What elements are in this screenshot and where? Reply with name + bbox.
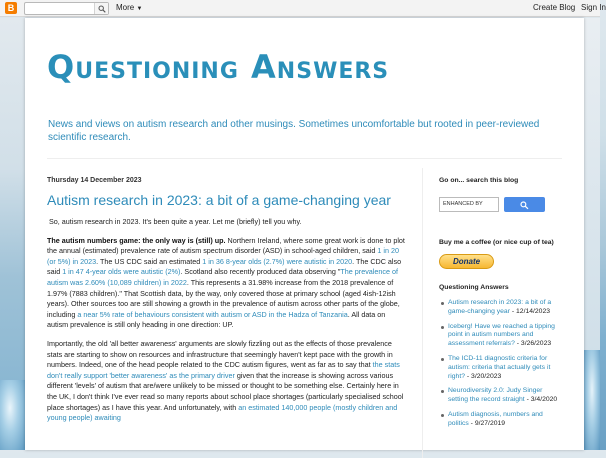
- blog-title[interactable]: Questioning Answers: [47, 48, 390, 86]
- text: Importantly, the old 'all better awareness' arguments are slowly fizzling out as the effects of those prevalence stats are starting to show on resources and infrastructure that seemingly haven't kept pace with the growth in numbers. Indeed, one of the head people related to the CDC autism figures, went as far as to say that: [47, 338, 393, 370]
- recent-posts-list: [439, 299, 559, 429]
- blog-page: [25, 18, 584, 450]
- sign-in-link[interactable]: Sign In: [581, 3, 606, 12]
- blogger-navbar: [0, 0, 606, 17]
- link-hadza[interactable]: a near 5% rate of behaviours consistent with autism or ASD in the Hadza of Tanzania: [77, 309, 348, 319]
- text: . This represents a 31.98% increase from the 2018 prevalence of 1.97% (7883 children)." That Scottish data, by the way, only covered those at primary school (aged 4ish-12ish years). Other sources too are still showing a growth in the prevalence of autism across other parts of the globe, including: [47, 277, 400, 319]
- link-northern-ireland[interactable]: 1 in 20 (or 5%) in 2023: [47, 246, 399, 266]
- text: . Scotland also recently produced data observing ": [180, 267, 341, 277]
- link-cdc-4yo[interactable]: 1 in 47 4-year olds were autistic (2%): [62, 267, 181, 277]
- list-item: [439, 411, 559, 429]
- recent-post-link[interactable]: Autism research in 2023: a bit of a game-changing year: [448, 299, 552, 315]
- post-intro: So, autism research in 2023. It's been quite a year. Let me (briefly) tell you why.: [49, 217, 302, 226]
- recent-post-date: - 9/27/2019: [468, 419, 506, 427]
- blogger-logo-icon[interactable]: B: [5, 2, 17, 14]
- column-divider: [422, 168, 423, 458]
- list-item: [439, 299, 559, 317]
- list-item: [439, 387, 559, 405]
- water-splash-decoration: [0, 380, 25, 450]
- recent-post-date: - 3/20/2023: [465, 372, 502, 380]
- blog-search-button[interactable]: [504, 197, 545, 212]
- recent-post-date: - 3/4/2020: [524, 396, 558, 404]
- more-label: More: [116, 3, 135, 12]
- post-body: [47, 217, 407, 424]
- link-scotland[interactable]: The prevalence of autism was 2.60% (10,089 children) in 2022: [47, 267, 398, 287]
- text: . The US CDC said an estimated: [96, 256, 203, 266]
- blog-description: News and views on autism research and other musings. Sometimes uncomfortable but rooted in peer-reviewed scientific research.: [48, 119, 540, 143]
- recent-posts-title: Questioning Answers: [439, 284, 509, 291]
- search-widget-title: Go on... search this blog: [439, 177, 519, 184]
- post-paragraph-1: [47, 236, 407, 331]
- recent-post-link[interactable]: Iceberg! Have we reached a tipping point in autism numbers and assessment referrals?: [448, 322, 555, 348]
- header-divider: [47, 158, 562, 159]
- link-140000-awaiting[interactable]: an estimated 140,000 people (mostly children and young people) awaiting: [47, 402, 398, 423]
- recent-post-link[interactable]: Autism diagnosis, numbers and politics: [448, 410, 543, 427]
- more-menu-button[interactable]: [116, 3, 142, 12]
- text: Northern Ireland, where some great work is done to plot the annual (estimated) prevalence rate of autism spectrum disorder (ASD) in school-aged children, said: [47, 235, 405, 256]
- post-title[interactable]: Autism research in 2023: a bit of a game-changing year: [47, 192, 391, 208]
- water-splash-decoration-right: [584, 350, 600, 450]
- recent-post-link[interactable]: Neurodiversity 2.0: Judy Singer setting the record straight: [448, 387, 543, 404]
- coffee-widget-title: Buy me a coffee (or nice cup of tea): [439, 239, 554, 246]
- link-cdc-8yo[interactable]: 1 in 36 8-year olds (2.7%) were autistic in 2020: [202, 256, 353, 266]
- search-icon: [520, 201, 529, 209]
- google-search-widget: [439, 197, 559, 212]
- post-date: Thursday 14 December 2023: [47, 177, 142, 184]
- list-item: [439, 323, 559, 349]
- donate-button[interactable]: Donate: [439, 254, 494, 269]
- main-column: [47, 177, 407, 432]
- recent-post-link[interactable]: The ICD-11 diagnostic criteria for autism: criteria that actually gets it right?: [448, 354, 551, 380]
- create-blog-link[interactable]: Create Blog: [533, 3, 576, 12]
- post-paragraph-2: [47, 339, 407, 424]
- blog-search-input[interactable]: ENHANCED BY: [439, 197, 499, 212]
- navbar-search-input[interactable]: [24, 2, 109, 15]
- sidebar: [439, 177, 559, 435]
- recent-post-date: - 12/14/2023: [509, 307, 551, 315]
- link-better-awareness[interactable]: the stats don't really support 'better awareness' as the primary driver: [47, 360, 400, 380]
- recent-post-date: - 3/26/2023: [514, 340, 552, 348]
- search-icon: [98, 5, 106, 13]
- section-heading: The autism numbers game: the only way is (still) up.: [47, 235, 226, 245]
- list-item: [439, 355, 559, 381]
- navbar-search-button[interactable]: [94, 3, 108, 14]
- text: given that the increase is showing across various different 'levels' of autism that are/were unlikely to be missed or thought to be something else. Certainly here in the UK, I don't think I've ever read so many reports about school place shortages (particularly specialised school place shortages) as I have this year. And unfortunately, with: [47, 370, 404, 412]
- text: . The CDC also said: [47, 256, 402, 277]
- caret-down-icon: ▼: [136, 6, 143, 12]
- text: . All data on autism prevalence is still only heading in one direction: UP.: [47, 309, 386, 330]
